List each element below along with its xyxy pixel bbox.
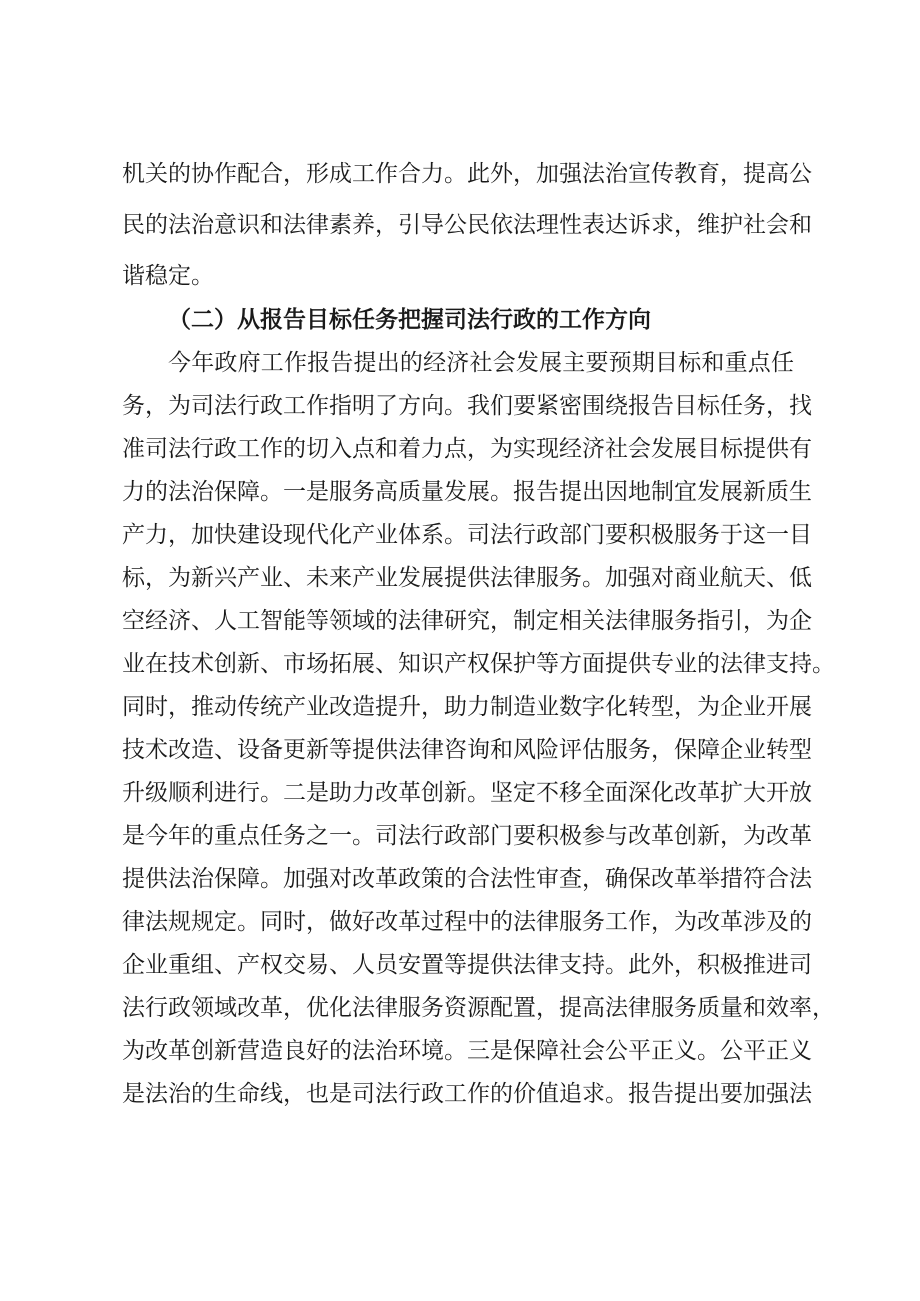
body-line: 法行政领域改革，优化法律服务资源配置，提高法律服务质量和效率， — [122, 995, 835, 1021]
body-line: 提供法治保障。加强对改革政策的合法性审查，确保改革举措符合法 — [122, 866, 812, 892]
body-line: 产力，加快建设现代化产业体系。司法行政部门要积极服务于这一目 — [122, 522, 812, 548]
body-line: 谐稳定。 — [122, 263, 214, 289]
body-line: 机关的协作配合，形成工作合力。此外，加强法治宣传教育，提高公 — [122, 161, 812, 187]
body-line: 为改革创新营造良好的法治环境。三是保障社会公平正义。公平正义 — [122, 1038, 812, 1064]
body-line: 技术改造、设备更新等提供法律咨询和风险评估服务，保障企业转型 — [122, 737, 812, 763]
body-line: 业在技术创新、市场拓展、知识产权保护等方面提供专业的法律支持。 — [122, 651, 835, 677]
body-line: 标，为新兴产业、未来产业发展提供法律服务。加强对商业航天、低 — [122, 565, 812, 591]
body-line: 律法规规定。同时，做好改革过程中的法律服务工作，为改革涉及的 — [122, 909, 812, 935]
body-line: 同时，推动传统产业改造提升，助力制造业数字化转型，为企业开展 — [122, 694, 812, 720]
section-heading: （二）从报告目标任务把握司法行政的工作方向 — [168, 307, 651, 333]
body-line: 升级顺利进行。二是助力改革创新。坚定不移全面深化改革扩大开放 — [122, 780, 812, 806]
body-line: 民的法治意识和法律素养，引导公民依法理性表达诉求，维护社会和 — [122, 212, 812, 238]
body-line: 力的法治保障。一是服务高质量发展。报告提出因地制宜发展新质生 — [122, 479, 812, 505]
body-line: 准司法行政工作的切入点和着力点，为实现经济社会发展目标提供有 — [122, 436, 812, 462]
body-line: 企业重组、产权交易、人员安置等提供法律支持。此外，积极推进司 — [122, 952, 812, 978]
paragraph-first-line: 今年政府工作报告提出的经济社会发展主要预期目标和重点任 — [168, 350, 794, 376]
body-line: 务，为司法行政工作指明了方向。我们要紧密围绕报告目标任务，找 — [122, 393, 812, 419]
body-line: 是今年的重点任务之一。司法行政部门要积极参与改革创新，为改革 — [122, 823, 812, 849]
body-line: 是法治的生命线，也是司法行政工作的价值追求。报告提出要加强法 — [122, 1081, 812, 1107]
body-line: 空经济、人工智能等领域的法律研究，制定相关法律服务指引，为企 — [122, 608, 812, 634]
